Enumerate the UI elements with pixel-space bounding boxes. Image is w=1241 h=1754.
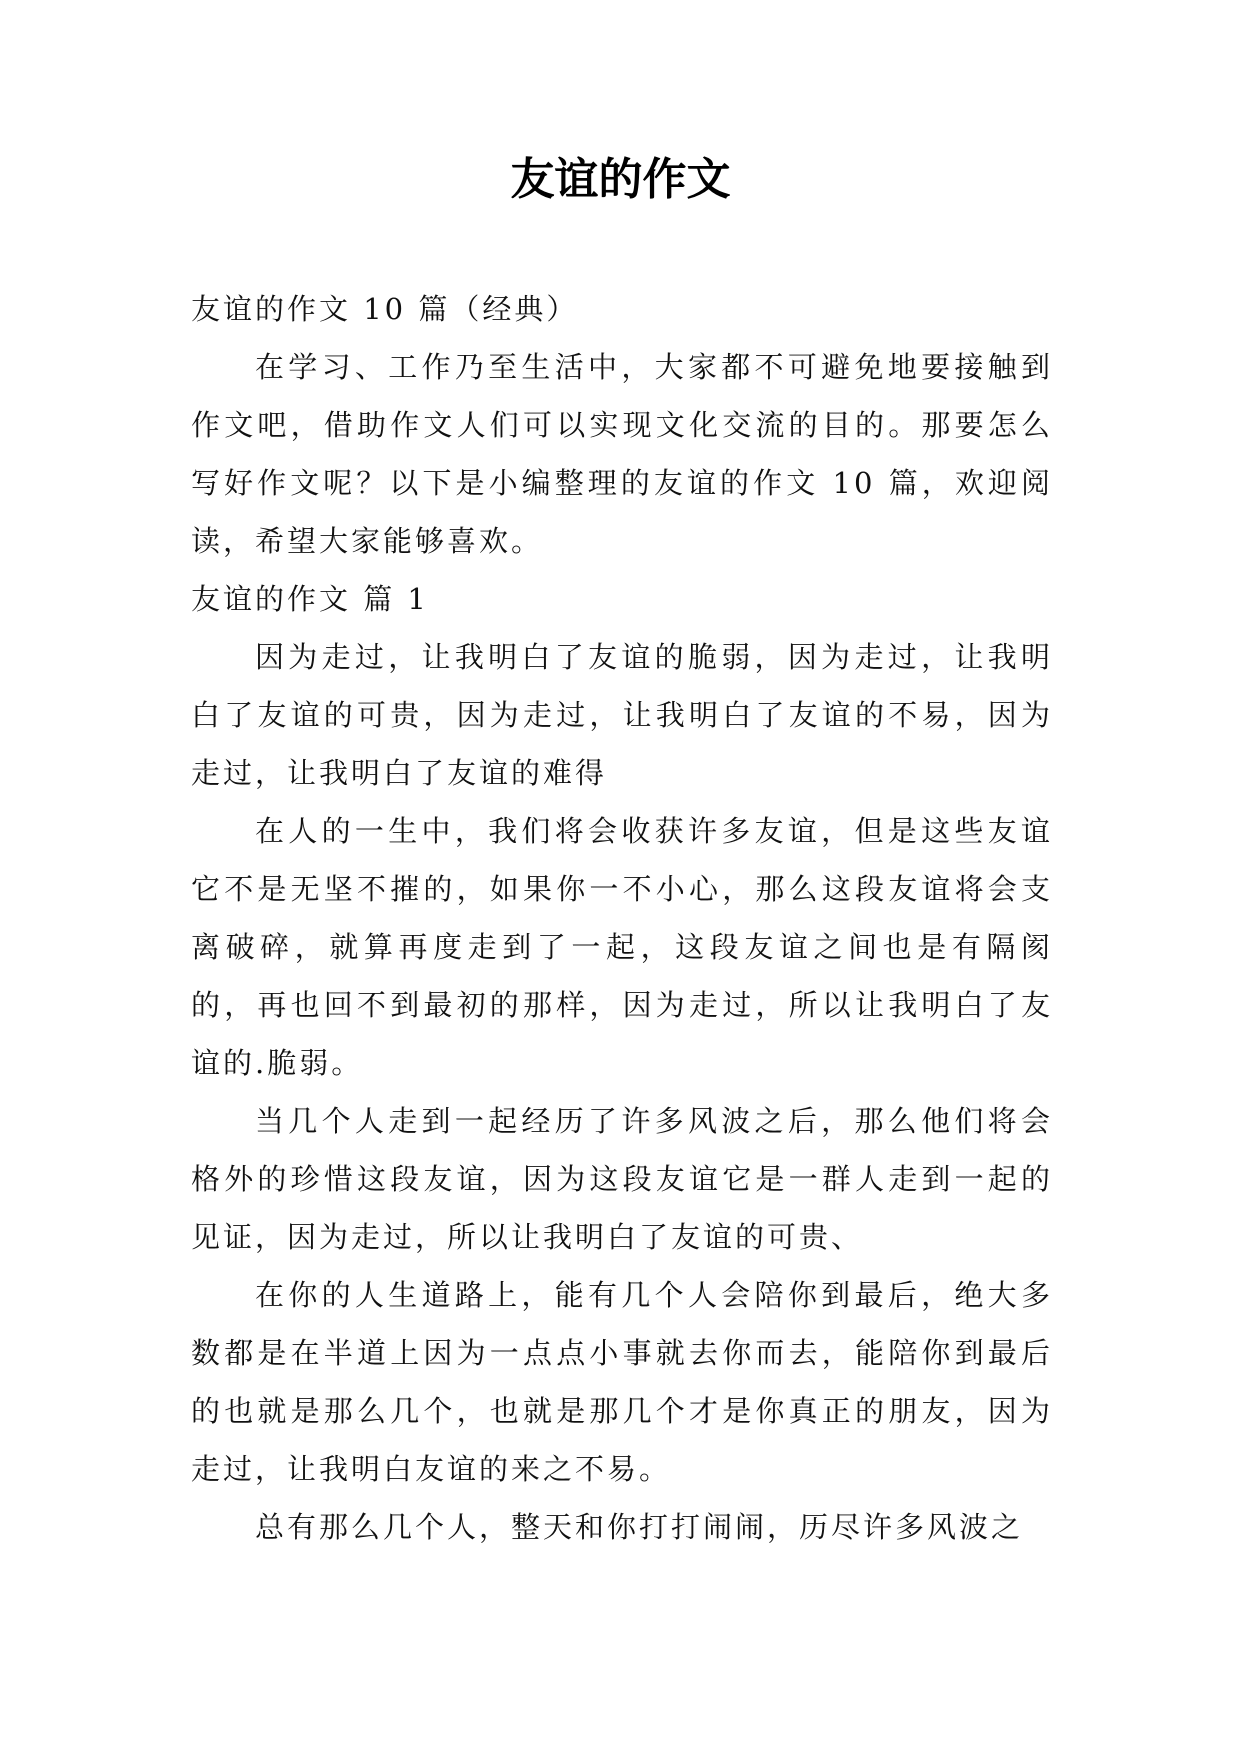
paragraph: 在你的人生道路上，能有几个人会陪你到最后，绝大多数都是在半道上因为一点点小事就去你而去，能陪你到最后的也就是那么几个，也就是那几个才是你真正的朋友，因为走过，让我明白友谊的来之不易。 <box>191 1278 1053 1486</box>
paragraph: 因为走过，让我明白了友谊的脆弱，因为走过，让我明白了友谊的可贵，因为走过，让我明白了友谊的不易，因为走过，让我明白了友谊的难得 <box>191 640 1053 790</box>
paragraph: 在学习、工作乃至生活中，大家都不可避免地要接触到作文吧，借助作文人们可以实现文化交流的目的。那要怎么写好作文呢？以下是小编整理的友谊的作文 10 篇，欢迎阅读，希望大家能够喜欢。 <box>191 350 1053 558</box>
paragraph: 当几个人走到一起经历了许多风波之后，那么他们将会格外的珍惜这段友谊，因为这段友谊它是一群人走到一起的见证，因为走过，所以让我明白了友谊的可贵、 <box>191 1104 1053 1254</box>
document-title: 友谊的作文 <box>510 154 731 205</box>
document-body <box>191 280 1053 1556</box>
section-heading: 友谊的作文 篇 1 <box>191 582 429 616</box>
section-heading: 友谊的作文 10 篇（经典） <box>191 292 579 326</box>
paragraph: 在人的一生中，我们将会收获许多友谊，但是这些友谊它不是无坚不摧的，如果你一不小心，那么这段友谊将会支离破碎，就算再度走到了一起，这段友谊之间也是有隔阂的，再也回不到最初的那样，因为走过，所以让我明白了友谊的.脆弱。 <box>191 814 1053 1080</box>
paragraph: 总有那么几个人，整天和你打打闹闹，历尽许多风波之 <box>255 1510 1024 1544</box>
